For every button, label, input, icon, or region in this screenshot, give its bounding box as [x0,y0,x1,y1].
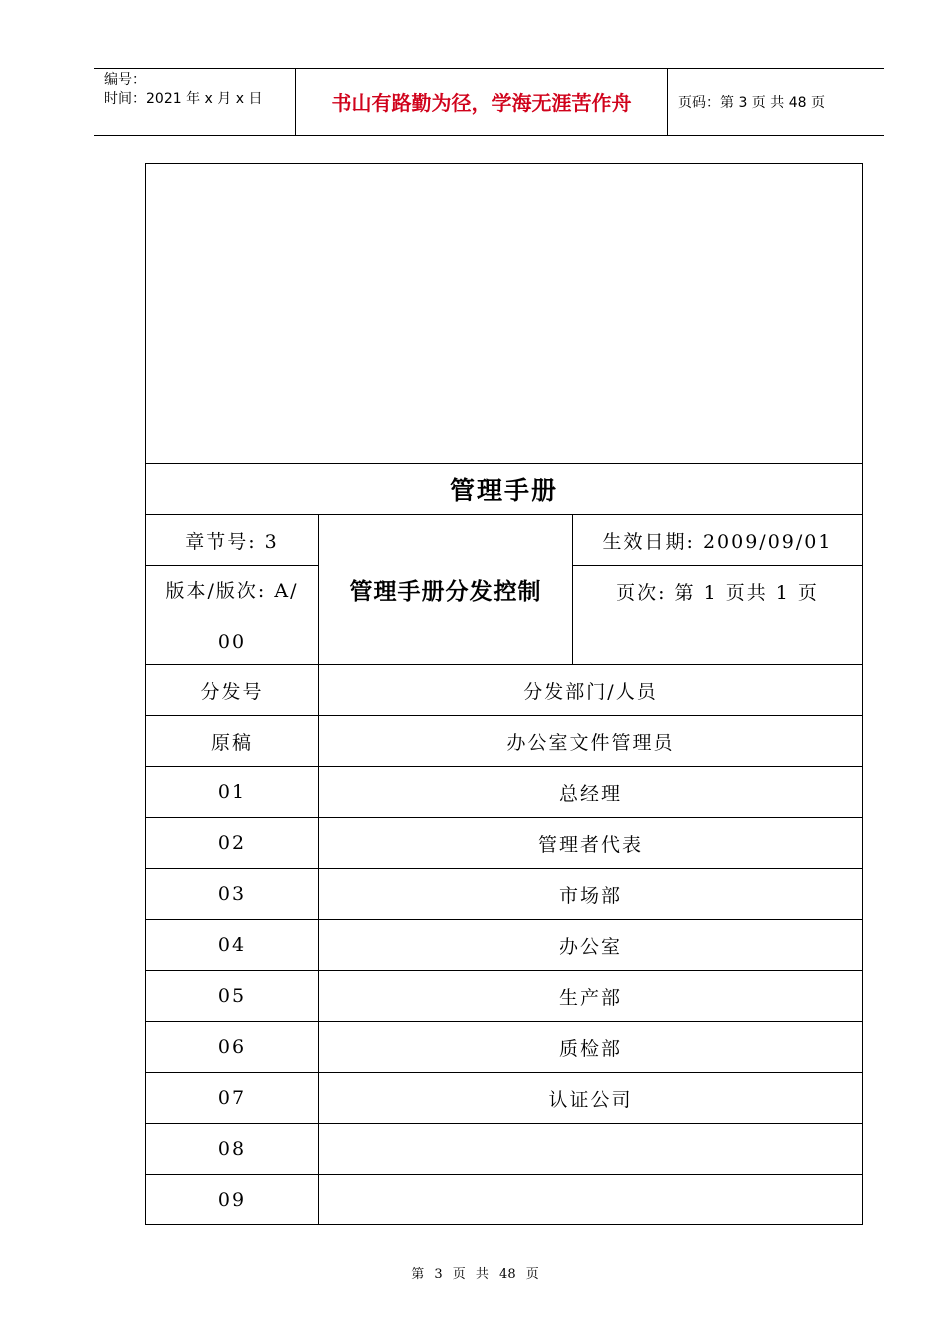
effective-date: 生效日期: 2009/09/01 [602,530,833,553]
header-time-label: 时间：2021 年 x 月 x 日 [104,91,263,107]
table-row-department: 质检部 [558,1037,622,1060]
table-row-number: 06 [217,1036,247,1058]
table-row-number: 原稿 [210,731,253,754]
manual-title: 管理手册 [449,476,558,505]
version-line-2: 00 [217,631,247,653]
chapter-number: 章节号: 3 [185,530,279,553]
table-row-number: 05 [217,985,247,1007]
table-row-department: 总经理 [558,782,622,805]
section-title: 管理手册分发控制 [349,578,542,605]
version-line-1: 版本/版次: A/ [165,580,299,602]
table-row-department: 办公室文件管理员 [506,731,675,754]
table-row-department [319,1175,862,1224]
table-row-department: 办公室 [558,935,622,958]
column-header-distribution-number: 分发号 [200,680,264,703]
table-row-department: 认证公司 [548,1088,633,1111]
table-row-number: 08 [217,1138,247,1160]
table-row-number: 09 [217,1188,247,1211]
footer-page-number: 第 3 页 共 48 页 [411,1267,539,1282]
page-info: 页次: 第 1 页共 1 页 [616,581,819,604]
header-number-label: 编号： [104,72,146,88]
header-top-rule [94,68,884,69]
column-header-department: 分发部门/人员 [523,680,658,703]
header-page-code: 页码：第 3 页 共 48 页 [678,95,825,111]
header-bottom-rule [94,135,884,136]
header-divider-right [667,69,668,136]
table-row-department: 市场部 [558,884,622,907]
table-row-number: 07 [217,1087,247,1109]
distribution-control-form [145,163,863,1225]
table-row-department: 生产部 [558,986,622,1009]
header-motto: 书山有路勤为径，学海无涯苦作舟 [331,91,632,115]
table-row-number: 02 [217,832,247,854]
version-edition [146,566,318,664]
table-row-number: 04 [217,934,247,956]
table-row-number: 01 [217,781,247,803]
table-row-department: 管理者代表 [537,833,643,856]
table-row-number: 03 [217,883,247,905]
table-row-department [319,1124,862,1174]
